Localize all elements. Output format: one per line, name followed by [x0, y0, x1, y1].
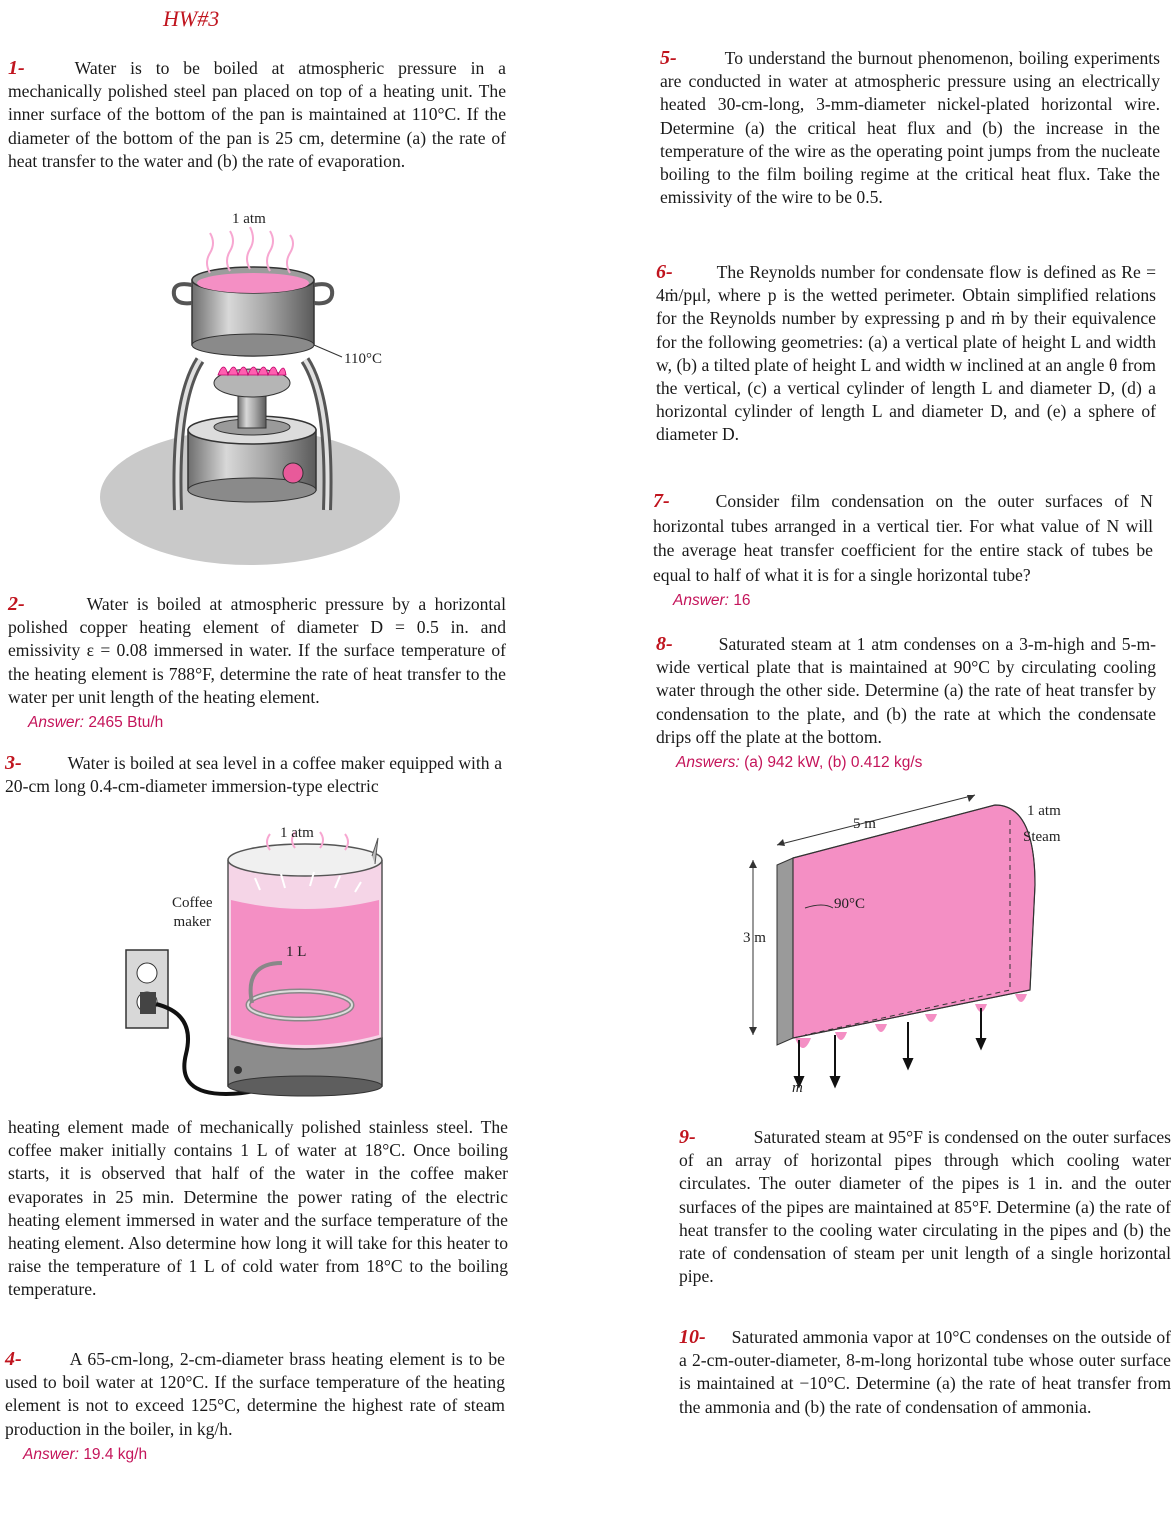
plate-steam-label: Steam: [1023, 829, 1061, 845]
problem-10-text: Saturated ammonia vapor at 10°C condenses on the outside of a 2-cm-outer-diameter, 8-m-long horizontal tube whose outer surface is maintained at −10°C. Determine (a) the rate of heat transfer from the ammonia and (b) the rate of condensation of ammonia.: [679, 1327, 1171, 1417]
problem-7: [653, 489, 1153, 614]
pan-pressure-label: 1 atm: [232, 211, 266, 227]
problem-4-text: A 65-cm-long, 2-cm-diameter brass heating element is to be used to boil water at 120°C. If the surface temperature of the heating element is not to exceed 125°C, determine the highest rate of steam production in the boiler, in kg/h.: [5, 1349, 505, 1439]
problem-1-text: Water is to be boiled at atmospheric pressure in a mechanically polished steel pan placed on top of a heating unit. The inner surface of the bottom of the pan is maintained at 110°C. If the diameter of the bottom of the pan is 25 cm, determine (a) the rate of heat transfer to the water and (b) the rate of evaporation.: [8, 58, 506, 171]
plate-height-label: 3 m: [743, 930, 766, 946]
problem-6: [656, 261, 1156, 447]
coffee-maker-label: Coffee maker: [172, 895, 213, 930]
problem-5-number: 5-: [660, 47, 677, 69]
pan-temperature-label: 110°C: [344, 351, 382, 367]
pan-illustration: [100, 205, 430, 575]
problem-10-number: 10-: [679, 1326, 706, 1348]
problem-3-continued: [8, 1116, 508, 1302]
problem-4-number: 4-: [5, 1348, 22, 1370]
problem-6-number: 6-: [656, 261, 673, 283]
problem-8-answer: Answers: (a) 942 kW, (b) 0.412 kg/s: [676, 754, 923, 772]
plate-temperature-label: 90°C: [834, 896, 866, 912]
problem-9: [679, 1126, 1171, 1288]
problem-9-number: 9-: [679, 1126, 696, 1148]
problem-9-text: Saturated steam at 95°F is condensed on the outer surfaces of an array of horizontal pipes through which cooling water circulates. The outer diameter of the pipes is 1 in. and the outer surfaces of the pipes are maintained at 85°F. Determine (a) the rate of heat transfer to the cooling water circulating in the pipes and (b) the rate of condensation of steam per unit length of a single horizontal pipe.: [679, 1127, 1171, 1287]
problem-6-text: The Reynolds number for condensate flow is defined as Re = 4ṁ/pμl, where p is the wetted perimeter. Obtain simplified relations for the Reynolds number by expressing p and ṁ by their equivalence for the following geometries: (a) a vertical plate of height L and width w, (b) a tilted plate of height L and width w inclined at an angle θ from the vertical, (c) a vertical cylinder of length L and diameter D, (d) a horizontal cylinder of length L and diameter D, and (e) a sphere of diameter D.: [656, 262, 1156, 445]
problem-10: [679, 1326, 1171, 1419]
condensate-rate-label: ṁ: [792, 1080, 803, 1096]
problem-1: [8, 57, 506, 173]
problem-3-number: 3-: [5, 752, 22, 774]
coffee-volume-label: 1 L: [286, 944, 307, 960]
plate-width-label: 5 m: [853, 816, 876, 832]
page-title: HW#3: [163, 6, 220, 31]
problem-8-text: Saturated steam at 1 atm condenses on a 3-m-high and 5-m-wide vertical plate that is maintained at 90°C by circulating cooling water through the other side. Determine (a) the rate of heat transfer by condensation to the plate, and (b) the rate at which the condensate drips off the plate at the bottom.: [656, 634, 1156, 747]
problem-8: [656, 633, 1156, 774]
problem-5: [660, 47, 1160, 209]
problem-1-number: 1-: [8, 57, 25, 79]
coffee-maker-illustration: [120, 820, 400, 1110]
problem-2-answer: Answer: 2465 Btu/h: [28, 714, 164, 732]
problem-3-text-continued: heating element made of mechanically polished stainless steel. The coffee maker initially contains 1 L of water at 18°C. Once boiling starts, it is observed that half of the water in the coffee maker evaporates in 25 min. Determine the power rating of the electric heating element immersed in water and the surface temperature of the heating element. Also determine how long it will take for this heater to raise the temperature of 1 L of cold water from 18°C to the boiling temperature.: [8, 1117, 508, 1300]
problem-4-answer: Answer: 19.4 kg/h: [23, 1445, 148, 1463]
problem-4: [5, 1348, 505, 1466]
problem-8-number: 8-: [656, 633, 673, 655]
plate-pressure-label: 1 atm: [1027, 803, 1061, 819]
pan-figure: [100, 205, 430, 575]
problem-5-text: To understand the burnout phenomenon, boiling experiments are conducted in water at atmospheric pressure using an electrically heated 30-cm-long, 3-mm-diameter nickel-plated horizontal wire. Determine (a) the critical heat flux and (b) the increase in the temperature of the wire as the operating point jumps from the nucleate boiling to the film boiling regime at the critical heat flux. Take the emissivity of the wire to be 0.5.: [660, 48, 1160, 208]
problem-7-number: 7-: [653, 490, 670, 512]
problem-7-answer: Answer: 16: [673, 592, 751, 609]
coffee-pressure-label: 1 atm: [280, 825, 314, 841]
problem-2-text: Water is boiled at atmospheric pressure by a horizontal polished copper heating element of diameter D = 0.5 in. and emissivity ε = 0.08 immersed in water. If the surface temperature of the heating element is 788°F, determine the rate of heat transfer to the water per unit length of the heating element.: [8, 594, 506, 707]
problem-2-number: 2-: [8, 593, 25, 615]
problem-2: [8, 593, 506, 734]
problem-7-text: Consider film condensation on the outer surfaces of N horizontal tubes arranged in a vertical tier. For what value of N will the average heat transfer coefficient for the entire stack of tubes be equal to half of what it is for a single horizontal tube?: [653, 491, 1153, 585]
problem-3: [5, 752, 502, 798]
coffee-maker-figure: [120, 820, 400, 1110]
plate-figure: [735, 790, 1075, 1100]
problem-3-text: Water is boiled at sea level in a coffee maker equipped with a 20-cm long 0.4-cm-diameter immersion-type electric: [5, 753, 502, 797]
